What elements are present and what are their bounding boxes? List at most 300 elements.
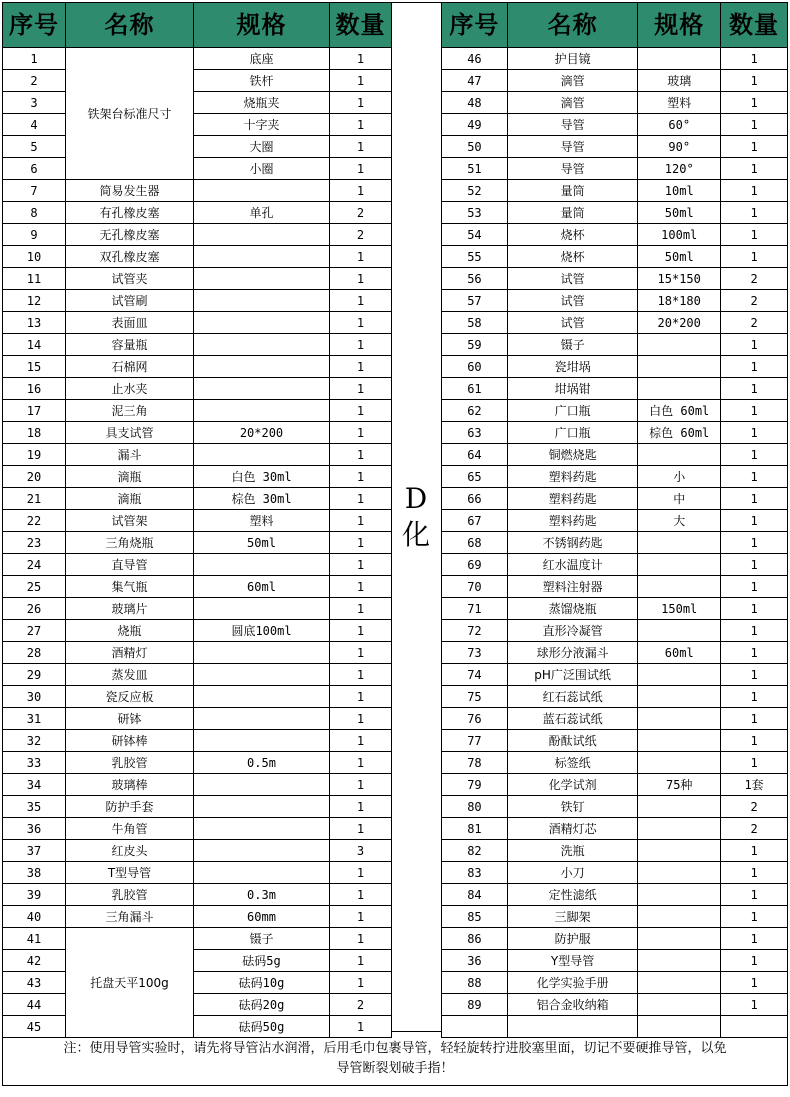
item-spec: [194, 554, 330, 576]
table-row: [3, 466, 392, 488]
table-row: [3, 334, 392, 356]
item-qty: 2: [721, 290, 788, 312]
item-qty: 1: [330, 972, 392, 994]
item-qty: 1: [721, 730, 788, 752]
table-row: [3, 312, 392, 334]
table-row: [442, 862, 788, 884]
item-number: 89: [442, 994, 508, 1016]
table-row: [442, 884, 788, 906]
item-spec: 10ml: [638, 180, 721, 202]
middle-band: [391, 2, 441, 1032]
item-name: 定性滤纸: [507, 884, 637, 906]
table-row: [3, 246, 392, 268]
item-name: 导管: [507, 136, 637, 158]
item-number: 37: [3, 840, 66, 862]
item-qty: 1: [330, 774, 392, 796]
table-row: [3, 510, 392, 532]
item-qty: 1: [330, 818, 392, 840]
item-spec: 18*180: [638, 290, 721, 312]
table-row: [3, 158, 392, 180]
item-spec: 中: [638, 488, 721, 510]
item-name: 研钵: [66, 708, 194, 730]
item-spec: [194, 224, 330, 246]
item-name: 标签纸: [507, 752, 637, 774]
item-name: 瓷坩埚: [507, 356, 637, 378]
item-spec: [638, 576, 721, 598]
item-qty: 1: [721, 840, 788, 862]
item-name: 具支试管: [66, 422, 194, 444]
item-name: 烧杯: [507, 246, 637, 268]
item-spec: 60ml: [194, 576, 330, 598]
item-number: 81: [442, 818, 508, 840]
item-number: 30: [3, 686, 66, 708]
item-spec: 90°: [638, 136, 721, 158]
item-spec: [638, 620, 721, 642]
item-qty: 2: [721, 268, 788, 290]
item-number: 14: [3, 334, 66, 356]
col-header-no: 序号: [442, 3, 508, 48]
table-row: [3, 202, 392, 224]
item-spec: [638, 840, 721, 862]
table-row: [3, 840, 392, 862]
item-spec: [194, 444, 330, 466]
item-spec: 75种: [638, 774, 721, 796]
item-qty: 1: [330, 598, 392, 620]
item-number: 66: [442, 488, 508, 510]
item-name: 酒精灯芯: [507, 818, 637, 840]
item-spec: 150ml: [638, 598, 721, 620]
item-spec: [638, 334, 721, 356]
item-qty: 1: [721, 686, 788, 708]
table-row: [3, 136, 392, 158]
table-row: [3, 994, 392, 1016]
item-name: 三角漏斗: [66, 906, 194, 928]
item-qty: 1: [721, 884, 788, 906]
table-row: [442, 598, 788, 620]
item-qty: 1: [330, 510, 392, 532]
table-row: [442, 334, 788, 356]
col-header-name: 名称: [507, 3, 637, 48]
item-spec: [194, 664, 330, 686]
table-row: [442, 906, 788, 928]
item-qty: 1: [330, 180, 392, 202]
item-spec: [194, 598, 330, 620]
item-qty: 1: [330, 928, 392, 950]
item-spec: [194, 840, 330, 862]
table-row: [442, 950, 788, 972]
table-row: [442, 510, 788, 532]
item-qty: 1: [330, 246, 392, 268]
item-qty: 1: [721, 180, 788, 202]
item-spec: 20*200: [638, 312, 721, 334]
table-row: [442, 664, 788, 686]
item-spec: 100ml: [638, 224, 721, 246]
item-name: 牛角管: [66, 818, 194, 840]
table-row: [442, 114, 788, 136]
item-name: 蒸馏烧瓶: [507, 598, 637, 620]
item-spec: [194, 246, 330, 268]
item-number: 20: [3, 466, 66, 488]
item-number: 61: [442, 378, 508, 400]
col-header-spec: 规格: [638, 3, 721, 48]
item-number: 67: [442, 510, 508, 532]
item-name: 三角烧瓶: [66, 532, 194, 554]
item-name: 蓝石蕊试纸: [507, 708, 637, 730]
item-qty: 1: [721, 48, 788, 70]
table-row: [3, 972, 392, 994]
item-name: 集气瓶: [66, 576, 194, 598]
item-number: 28: [3, 642, 66, 664]
item-qty: 1: [330, 466, 392, 488]
item-spec: [638, 994, 721, 1016]
item-qty: 1: [721, 488, 788, 510]
item-spec: [638, 928, 721, 950]
item-name: 塑料药匙: [507, 466, 637, 488]
item-spec: [194, 730, 330, 752]
item-spec: 底座: [194, 48, 330, 70]
table-row: [442, 576, 788, 598]
item-name: 止水夹: [66, 378, 194, 400]
item-spec: 20*200: [194, 422, 330, 444]
item-number: 1: [3, 48, 66, 70]
item-name: 试管夹: [66, 268, 194, 290]
item-qty: 1: [721, 994, 788, 1016]
item-qty: 3: [330, 840, 392, 862]
item-name: 直导管: [66, 554, 194, 576]
item-number: 88: [442, 972, 508, 994]
table-row: [3, 268, 392, 290]
item-name: 直形冷凝管: [507, 620, 637, 642]
item-qty: 1: [330, 356, 392, 378]
item-qty: 1: [721, 708, 788, 730]
item-qty: 1: [721, 554, 788, 576]
item-name: 红石蕊试纸: [507, 686, 637, 708]
item-qty: 1: [330, 796, 392, 818]
item-spec: 镊子: [194, 928, 330, 950]
item-name: 塑料药匙: [507, 488, 637, 510]
item-qty: 1: [330, 1016, 392, 1038]
item-spec: 烧瓶夹: [194, 92, 330, 114]
table-row: [442, 730, 788, 752]
item-name: 镊子: [507, 334, 637, 356]
item-spec: [194, 818, 330, 840]
item-spec: 50ml: [638, 202, 721, 224]
table-row: [3, 818, 392, 840]
item-qty: 1: [330, 70, 392, 92]
table-row: [442, 620, 788, 642]
table-row: [442, 686, 788, 708]
item-spec: [194, 686, 330, 708]
table-row: [3, 554, 392, 576]
item-spec: [638, 752, 721, 774]
item-number: 63: [442, 422, 508, 444]
item-number: 41: [3, 928, 66, 950]
item-spec: [194, 356, 330, 378]
table-row: [442, 928, 788, 950]
table-row: [3, 774, 392, 796]
col-header-spec: 规格: [194, 3, 330, 48]
table-row: [442, 752, 788, 774]
middle-label: [391, 481, 441, 553]
item-name: 石棉网: [66, 356, 194, 378]
item-spec: 0.3m: [194, 884, 330, 906]
item-qty: 1: [330, 730, 392, 752]
table-row: [442, 554, 788, 576]
item-name: 无孔橡皮塞: [66, 224, 194, 246]
item-qty: 1: [330, 158, 392, 180]
table-row: [442, 290, 788, 312]
item-spec: [194, 400, 330, 422]
item-spec: [194, 774, 330, 796]
col-header-qty: 数量: [721, 3, 788, 48]
item-spec: [638, 378, 721, 400]
item-qty: 1: [330, 554, 392, 576]
item-name: 表面皿: [66, 312, 194, 334]
item-spec: [194, 708, 330, 730]
item-spec: 砝码5g: [194, 950, 330, 972]
item-qty: 1: [330, 752, 392, 774]
item-spec: [638, 532, 721, 554]
item-number: 12: [3, 290, 66, 312]
right-table-body: [442, 48, 788, 1038]
item-name: 铝合金收纳箱: [507, 994, 637, 1016]
item-spec: 大: [638, 510, 721, 532]
item-qty: 2: [330, 202, 392, 224]
item-spec: 60°: [638, 114, 721, 136]
table-row: [3, 950, 392, 972]
item-spec: [638, 356, 721, 378]
table-row: [3, 48, 392, 70]
item-qty: 1: [721, 620, 788, 642]
item-number: 70: [442, 576, 508, 598]
table-row: [3, 444, 392, 466]
item-name: 不锈钢药匙: [507, 532, 637, 554]
item-number: 19: [3, 444, 66, 466]
item-qty: 2: [330, 994, 392, 1016]
table-row: [442, 400, 788, 422]
middle-label-char: 化: [401, 518, 430, 551]
item-name: 铜燃烧匙: [507, 444, 637, 466]
item-number: 85: [442, 906, 508, 928]
item-spec: [194, 862, 330, 884]
table-row: [442, 202, 788, 224]
item-name: pH广泛围试纸: [507, 664, 637, 686]
item-number: 86: [442, 928, 508, 950]
item-qty: 1: [330, 642, 392, 664]
item-number: 6: [3, 158, 66, 180]
table-row: [442, 136, 788, 158]
item-number: 43: [3, 972, 66, 994]
item-spec: 单孔: [194, 202, 330, 224]
item-spec: 砝码50g: [194, 1016, 330, 1038]
item-qty: 1: [330, 884, 392, 906]
item-number: 2: [3, 70, 66, 92]
item-qty: 1: [330, 422, 392, 444]
right-header-row: [442, 3, 788, 48]
item-spec: [638, 950, 721, 972]
table-row: [442, 92, 788, 114]
item-name: 研钵棒: [66, 730, 194, 752]
item-number: 44: [3, 994, 66, 1016]
item-spec: 砝码10g: [194, 972, 330, 994]
item-name: 量筒: [507, 180, 637, 202]
item-qty: 1: [721, 642, 788, 664]
item-number: 73: [442, 642, 508, 664]
item-qty: 1: [721, 334, 788, 356]
item-qty: 1套: [721, 774, 788, 796]
item-spec: [638, 818, 721, 840]
item-qty: 1: [330, 950, 392, 972]
item-number: 83: [442, 862, 508, 884]
item-spec: [194, 334, 330, 356]
item-name: 简易发生器: [66, 180, 194, 202]
item-qty: 1: [330, 488, 392, 510]
item-spec: 60ml: [638, 642, 721, 664]
col-header-name: 名称: [66, 3, 194, 48]
table-row: [442, 224, 788, 246]
usage-note: [2, 1032, 788, 1086]
item-number: 10: [3, 246, 66, 268]
item-name: 铁钉: [507, 796, 637, 818]
item-qty: 1: [330, 576, 392, 598]
item-spec: [638, 48, 721, 70]
item-number: 49: [442, 114, 508, 136]
item-name: 玻璃片: [66, 598, 194, 620]
item-number: 18: [3, 422, 66, 444]
item-number: 60: [442, 356, 508, 378]
item-spec: [638, 554, 721, 576]
table-row: [3, 180, 392, 202]
table-row: [442, 422, 788, 444]
item-spec: [194, 642, 330, 664]
item-number: 25: [3, 576, 66, 598]
item-name: 试管刷: [66, 290, 194, 312]
item-name: 容量瓶: [66, 334, 194, 356]
item-name: 酚酞试纸: [507, 730, 637, 752]
table-row: [3, 598, 392, 620]
item-number: 74: [442, 664, 508, 686]
item-name: 试管架: [66, 510, 194, 532]
item-spec: [638, 708, 721, 730]
table-row: [3, 532, 392, 554]
item-number: 72: [442, 620, 508, 642]
table-row: [442, 488, 788, 510]
item-qty: 1: [721, 246, 788, 268]
item-name: 广口瓶: [507, 422, 637, 444]
item-name: 化学实验手册: [507, 972, 637, 994]
item-name: 坩埚钳: [507, 378, 637, 400]
table-row: [3, 378, 392, 400]
item-number: 29: [3, 664, 66, 686]
table-row: [3, 290, 392, 312]
item-name: 蒸发皿: [66, 664, 194, 686]
item-spec: 50ml: [194, 532, 330, 554]
item-spec: 玻璃: [638, 70, 721, 92]
item-spec: 铁杆: [194, 70, 330, 92]
item-name: 漏斗: [66, 444, 194, 466]
item-number: 82: [442, 840, 508, 862]
table-row: [442, 972, 788, 994]
item-name: 广口瓶: [507, 400, 637, 422]
table-row: [442, 796, 788, 818]
table-row: [442, 246, 788, 268]
table-row: [3, 884, 392, 906]
table-row: [3, 862, 392, 884]
table-row: [3, 642, 392, 664]
item-name: 烧瓶: [66, 620, 194, 642]
item-name: 滴瓶: [66, 488, 194, 510]
table-row: [442, 818, 788, 840]
item-number: 35: [3, 796, 66, 818]
table-row: [3, 70, 392, 92]
item-qty: 1: [330, 708, 392, 730]
item-number: 24: [3, 554, 66, 576]
item-qty: 1: [721, 92, 788, 114]
item-name: 塑料注射器: [507, 576, 637, 598]
item-qty: 1: [721, 202, 788, 224]
item-number: 11: [3, 268, 66, 290]
item-qty: 1: [721, 444, 788, 466]
table-row: [442, 378, 788, 400]
table-row: [442, 466, 788, 488]
item-qty: 1: [721, 906, 788, 928]
item-name: 试管: [507, 268, 637, 290]
item-qty: 2: [721, 818, 788, 840]
item-number: 65: [442, 466, 508, 488]
item-qty: 1: [330, 664, 392, 686]
table-row: [3, 752, 392, 774]
item-number: 69: [442, 554, 508, 576]
table-row: [442, 532, 788, 554]
item-spec: 圆底100ml: [194, 620, 330, 642]
item-name: 红皮头: [66, 840, 194, 862]
item-number: 76: [442, 708, 508, 730]
item-number: 4: [3, 114, 66, 136]
col-header-no: 序号: [3, 3, 66, 48]
item-qty: 1: [330, 290, 392, 312]
left-header-row: [3, 3, 392, 48]
item-spec: [638, 796, 721, 818]
item-spec: 小圈: [194, 158, 330, 180]
item-spec: 白色 60ml: [638, 400, 721, 422]
item-spec: [194, 312, 330, 334]
item-name: 小刀: [507, 862, 637, 884]
item-name: 瓷反应板: [66, 686, 194, 708]
table-row: [3, 576, 392, 598]
item-spec: [638, 686, 721, 708]
item-number: 13: [3, 312, 66, 334]
item-qty: 1: [721, 928, 788, 950]
table-row: [3, 92, 392, 114]
item-number: 21: [3, 488, 66, 510]
item-number: 38: [3, 862, 66, 884]
item-number: 54: [442, 224, 508, 246]
item-number: 36: [442, 950, 508, 972]
left-table-body: [3, 48, 392, 1038]
item-number: 23: [3, 532, 66, 554]
left-table: [2, 2, 392, 1038]
group-name: 托盘天平100g: [66, 928, 194, 1038]
item-spec: [638, 972, 721, 994]
table-row: [3, 906, 392, 928]
item-number: 7: [3, 180, 66, 202]
item-spec: [194, 180, 330, 202]
item-name: 球形分液漏斗: [507, 642, 637, 664]
item-qty: 1: [330, 906, 392, 928]
item-name: 三脚架: [507, 906, 637, 928]
item-name: 乳胶管: [66, 752, 194, 774]
item-name: 量筒: [507, 202, 637, 224]
